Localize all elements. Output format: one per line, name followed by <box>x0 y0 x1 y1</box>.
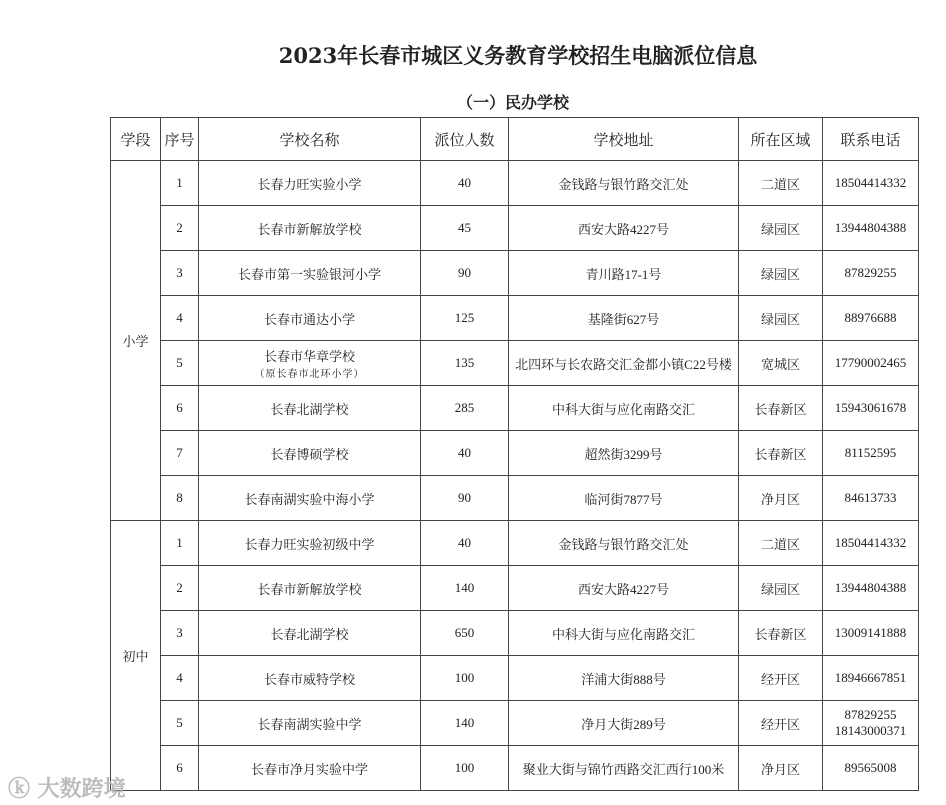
area-cell: 绿园区 <box>739 251 823 296</box>
school-name-cell: 长春博硕学校 <box>199 431 421 476</box>
number-cell: 3 <box>161 611 199 656</box>
address-cell: 超然街3299号 <box>509 431 739 476</box>
school-name-cell: 长春南湖实验中海小学 <box>199 476 421 521</box>
count-cell: 125 <box>421 296 509 341</box>
address-cell: 聚业大街与锦竹西路交汇西行100米 <box>509 746 739 791</box>
area-cell: 经开区 <box>739 656 823 701</box>
area-cell: 绿园区 <box>739 296 823 341</box>
column-header: 学段 <box>111 118 161 161</box>
address-cell: 中科大街与应化南路交汇 <box>509 611 739 656</box>
phone-2: 18143000371 <box>834 723 907 738</box>
schools-table <box>110 117 919 791</box>
address-cell: 临河街7877号 <box>509 476 739 521</box>
phone-cell: 84613733 <box>823 476 919 521</box>
school-name-cell: 长春市威特学校 <box>199 656 421 701</box>
phone-cell: 88976688 <box>823 296 919 341</box>
table-row <box>111 386 919 431</box>
section-subtitle: （一）民办学校 <box>456 93 569 112</box>
address-cell: 净月大街289号 <box>509 701 739 746</box>
count-cell: 650 <box>421 611 509 656</box>
stage-cell: 小学 <box>111 161 161 521</box>
table-row <box>111 161 919 206</box>
watermark-text: 大数跨境 <box>37 777 126 802</box>
count-cell: 45 <box>421 206 509 251</box>
count-cell: 40 <box>421 431 509 476</box>
phone-cell: 81152595 <box>823 431 919 476</box>
number-cell: 2 <box>161 206 199 251</box>
number-cell: 4 <box>161 656 199 701</box>
watermark-logo: ⓚ 大数跨境 <box>8 777 126 802</box>
column-header: 学校名称 <box>199 118 421 161</box>
school-name: 长春市华章学校 <box>263 349 355 364</box>
phone-cell: 13944804388 <box>823 566 919 611</box>
address-cell: 西安大路4227号 <box>509 566 739 611</box>
column-header: 联系电话 <box>823 118 919 161</box>
address-cell: 中科大街与应化南路交汇 <box>509 386 739 431</box>
table-row <box>111 746 919 791</box>
area-cell: 经开区 <box>739 701 823 746</box>
number-cell: 6 <box>161 746 199 791</box>
area-cell: 宽城区 <box>739 341 823 386</box>
count-cell: 40 <box>421 521 509 566</box>
column-header: 学校地址 <box>509 118 739 161</box>
table-header <box>111 118 919 161</box>
address-cell: 基隆街627号 <box>509 296 739 341</box>
school-note: （原长春市北环小学） <box>254 369 365 380</box>
table-row <box>111 611 919 656</box>
phone-cell: 87829255 <box>823 251 919 296</box>
table-row <box>111 476 919 521</box>
table-row <box>111 251 919 296</box>
table-row <box>111 566 919 611</box>
address-cell: 洋浦大街888号 <box>509 656 739 701</box>
school-name-cell <box>199 341 421 386</box>
table-row <box>111 701 919 746</box>
count-cell: 285 <box>421 386 509 431</box>
school-name-cell: 长春市新解放学校 <box>199 206 421 251</box>
count-cell: 140 <box>421 701 509 746</box>
number-cell: 4 <box>161 296 199 341</box>
area-cell: 净月区 <box>739 476 823 521</box>
address-cell: 金钱路与银竹路交汇处 <box>509 521 739 566</box>
table-row <box>111 296 919 341</box>
phone-cell: 13944804388 <box>823 206 919 251</box>
phone-cell: 89565008 <box>823 746 919 791</box>
stage-cell: 初中 <box>111 521 161 791</box>
phone-cell: 18504414332 <box>823 521 919 566</box>
column-header: 派位人数 <box>421 118 509 161</box>
address-cell: 北四环与长农路交汇金都小镇C22号楼 <box>509 341 739 386</box>
phone-cell: 18946667851 <box>823 656 919 701</box>
table-row <box>111 206 919 251</box>
school-name-cell: 长春市净月实验中学 <box>199 746 421 791</box>
number-cell: 8 <box>161 476 199 521</box>
table-row <box>111 656 919 701</box>
count-cell: 100 <box>421 746 509 791</box>
address-cell: 金钱路与银竹路交汇处 <box>509 161 739 206</box>
area-cell: 长春新区 <box>739 431 823 476</box>
phone-cell: 18504414332 <box>823 161 919 206</box>
table-row <box>111 341 919 386</box>
school-name-cell: 长春力旺实验小学 <box>199 161 421 206</box>
count-cell: 90 <box>421 476 509 521</box>
page-title: 2023年长春市城区义务教育学校招生电脑派位信息 <box>278 43 758 68</box>
table-row <box>111 521 919 566</box>
school-name-cell: 长春力旺实验初级中学 <box>199 521 421 566</box>
table-row <box>111 431 919 476</box>
number-cell: 3 <box>161 251 199 296</box>
count-cell: 140 <box>421 566 509 611</box>
column-header: 所在区域 <box>739 118 823 161</box>
address-cell: 西安大路4227号 <box>509 206 739 251</box>
phone: 87829255 <box>844 707 897 722</box>
count-cell: 135 <box>421 341 509 386</box>
phone-cell: 13009141888 <box>823 611 919 656</box>
area-cell: 二道区 <box>739 521 823 566</box>
area-cell: 净月区 <box>739 746 823 791</box>
school-name-cell: 长春南湖实验中学 <box>199 701 421 746</box>
area-cell: 绿园区 <box>739 206 823 251</box>
number-cell: 6 <box>161 386 199 431</box>
area-cell: 绿园区 <box>739 566 823 611</box>
phone-cell <box>823 701 919 746</box>
count-cell: 100 <box>421 656 509 701</box>
number-cell: 5 <box>161 701 199 746</box>
count-cell: 40 <box>421 161 509 206</box>
number-cell: 5 <box>161 341 199 386</box>
school-name-cell: 长春市通达小学 <box>199 296 421 341</box>
number-cell: 1 <box>161 161 199 206</box>
area-cell: 长春新区 <box>739 611 823 656</box>
column-header: 序号 <box>161 118 199 161</box>
number-cell: 7 <box>161 431 199 476</box>
school-name-cell: 长春北湖学校 <box>199 611 421 656</box>
count-cell: 90 <box>421 251 509 296</box>
number-cell: 2 <box>161 566 199 611</box>
address-cell: 青川路17-1号 <box>509 251 739 296</box>
phone-cell: 15943061678 <box>823 386 919 431</box>
area-cell: 二道区 <box>739 161 823 206</box>
area-cell: 长春新区 <box>739 386 823 431</box>
number-cell: 1 <box>161 521 199 566</box>
school-name-cell: 长春北湖学校 <box>199 386 421 431</box>
school-name-cell: 长春市第一实验银河小学 <box>199 251 421 296</box>
school-name-cell: 长春市新解放学校 <box>199 566 421 611</box>
phone-cell: 17790002465 <box>823 341 919 386</box>
